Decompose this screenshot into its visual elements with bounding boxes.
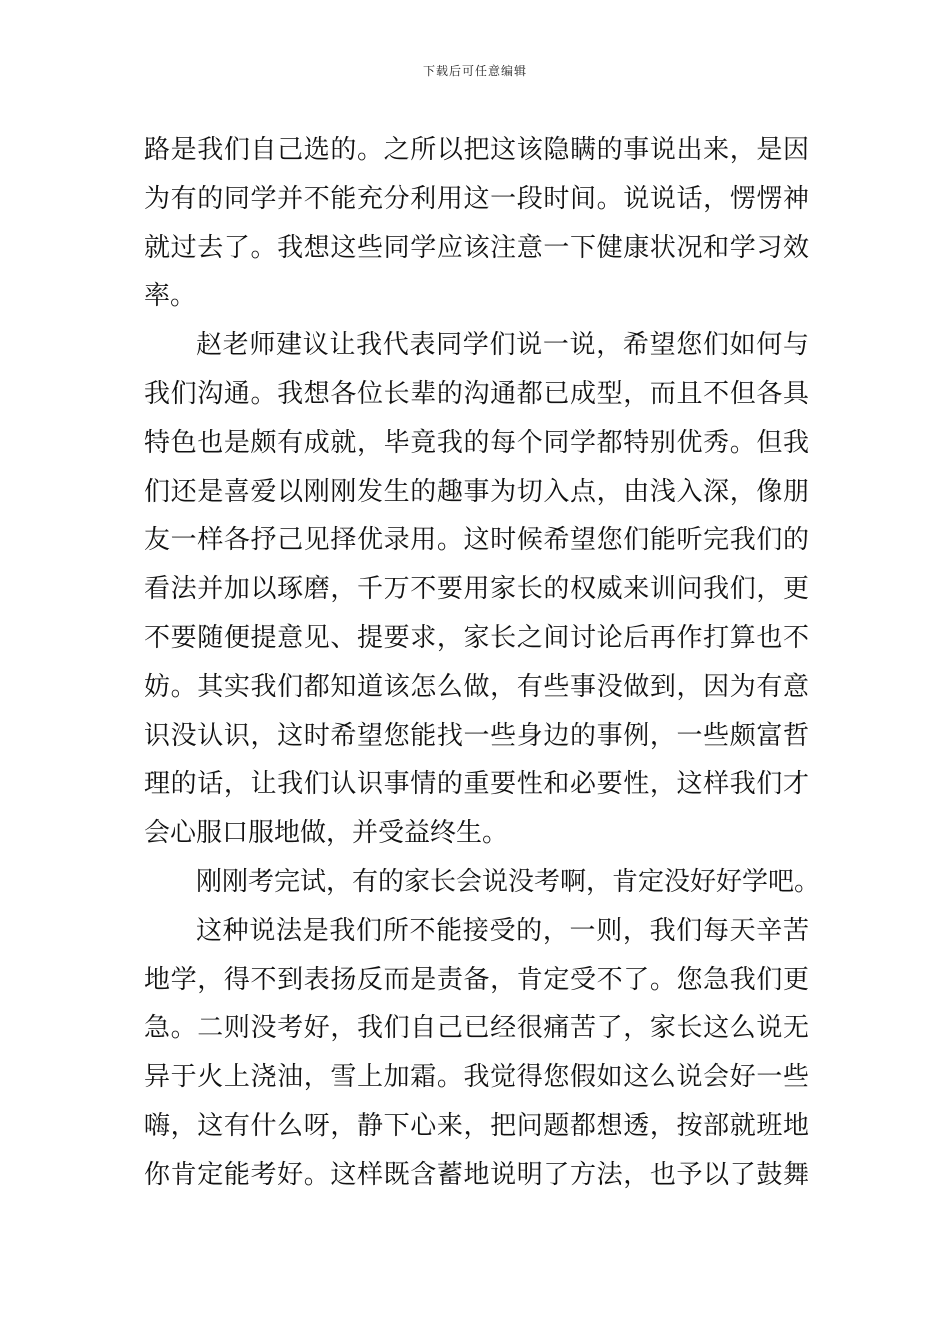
text-line: 们还是喜爱以刚刚发生的趣事为切入点，由浅入深，像朋 (144, 476, 809, 507)
text-line: 路是我们自己选的。之所以把这该隐瞒的事说出来，是因 (144, 135, 809, 165)
text-line: 理的话，让我们认识事情的重要性和必要性，这样我们才 (144, 769, 809, 800)
document-body (144, 126, 821, 1200)
text-line: 这种说法是我们所不能接受的，一则，我们每天辛苦 (196, 915, 809, 946)
text-line: 友一样各抒己见择优录用。这时候希望您们能听完我们的 (144, 525, 809, 556)
text-line: 不要随便提意见、提要求，家长之间讨论后再作打算也不 (144, 622, 809, 653)
text-line: 识没认识，这时希望您能找一些身边的事例，一些颇富哲 (144, 720, 809, 751)
text-line: 异于火上浇油，雪上加霜。我觉得您假如这么说会好一些 (144, 1062, 809, 1093)
text-line: 率。 (144, 281, 197, 312)
text-line: 会心服口服地做，并受益终生。 (144, 818, 509, 849)
paragraph (144, 858, 821, 907)
text-line: 就过去了。我想这些同学应该注意一下健康状况和学习效 (144, 232, 809, 263)
paragraph (144, 907, 809, 1200)
page-header: 下载后可任意编辑 (422, 64, 527, 78)
text-line: 急。二则没考好，我们自己已经很痛苦了，家长这么说无 (144, 1013, 809, 1044)
text-line: 地学，得不到表扬反而是责备，肯定受不了。您急我们更 (144, 964, 809, 995)
text-line: 嗨，这有什么呀，静下心来，把问题都想透，按部就班地 (144, 1110, 809, 1141)
text-line: 刚刚考完试，有的家长会说没考啊，肯定没好好学吧。 (196, 866, 821, 897)
text-line: 为有的同学并不能充分利用这一段时间。说说话，愣愣神 (144, 183, 809, 214)
text-line: 你肯定能考好。这样既含蓄地说明了方法，也予以了鼓舞 (144, 1159, 809, 1190)
text-line: 妨。其实我们都知道该怎么做，有些事没做到，因为有意 (144, 671, 809, 702)
text-line: 赵老师建议让我代表同学们说一说，希望您们如何与 (196, 330, 809, 361)
text-line: 看法并加以琢磨，千万不要用家长的权威来训问我们，更 (144, 574, 809, 605)
paragraph (144, 126, 809, 321)
text-line: 特色也是颇有成就，毕竟我的每个同学都特别优秀。但我 (144, 427, 809, 458)
text-line: 我们沟通。我想各位长辈的沟通都已成型，而且不但各具 (144, 378, 809, 409)
paragraph (144, 321, 809, 858)
